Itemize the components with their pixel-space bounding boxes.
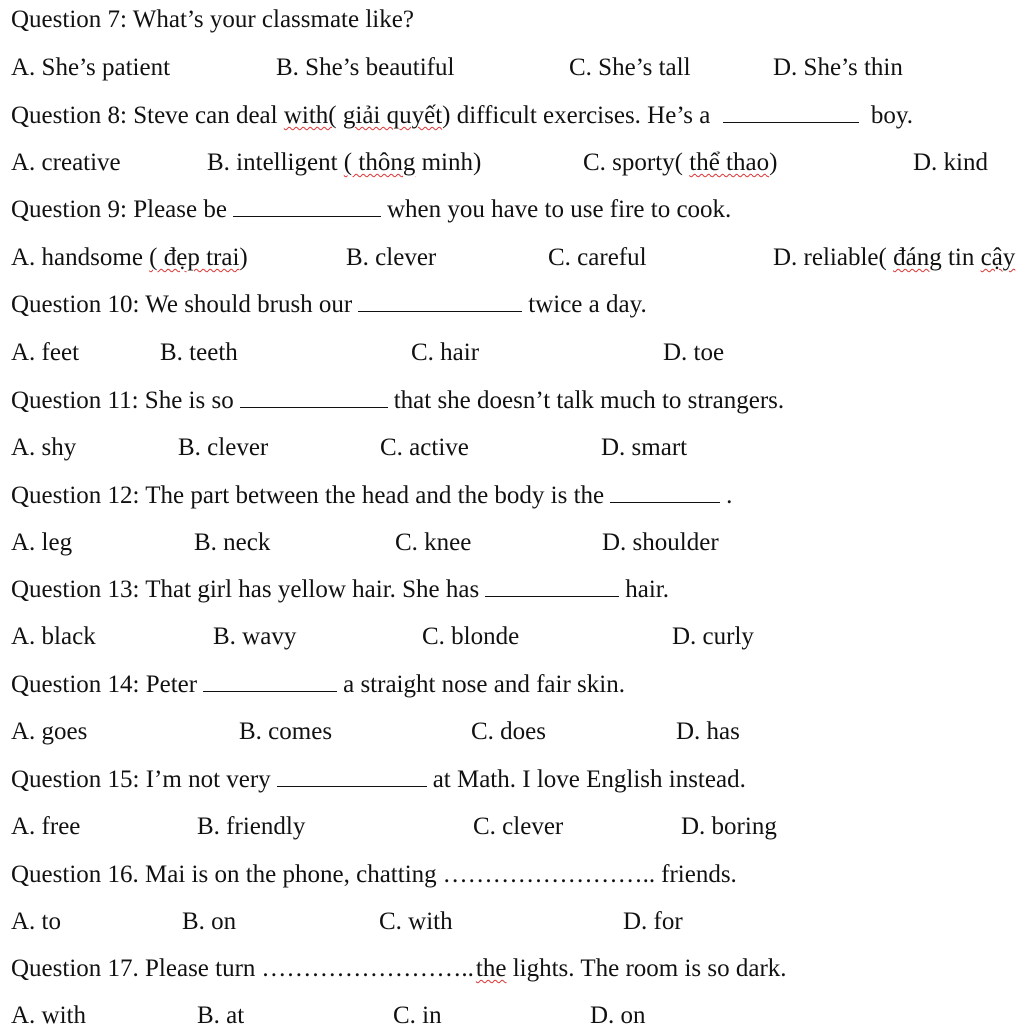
option-c: C. blonde bbox=[422, 623, 520, 650]
option-b: B. She’s beautiful bbox=[276, 54, 455, 81]
option-c: C. sporty( thể thao) bbox=[583, 149, 778, 176]
option-b: B. on bbox=[182, 908, 237, 935]
option-a: A. goes bbox=[11, 718, 88, 745]
question-text: Question 7: What’s your classmate like? bbox=[11, 6, 414, 33]
answer-blank bbox=[358, 311, 522, 312]
option-c: C. active bbox=[380, 434, 469, 461]
option-a: A. leg bbox=[11, 529, 73, 556]
question-13 bbox=[11, 570, 669, 610]
question-17 bbox=[11, 949, 787, 989]
question-8 bbox=[11, 96, 913, 136]
option-c: C. hair bbox=[411, 339, 480, 366]
option-c: C. with bbox=[379, 908, 453, 935]
question-9 bbox=[11, 190, 731, 230]
question-text-pre: Question 8: Steve can deal bbox=[11, 102, 284, 129]
question-text-post: when you have to use fire to cook. bbox=[386, 196, 732, 223]
option-a: A. free bbox=[11, 813, 81, 840]
question-text-post: ) difficult exercises. He’s a bbox=[442, 102, 711, 129]
answer-blank bbox=[240, 407, 388, 408]
question-16 bbox=[11, 855, 737, 895]
option-d: D. has bbox=[676, 718, 740, 745]
question-text-post: . bbox=[726, 482, 733, 509]
option-d: D. boring bbox=[681, 813, 777, 840]
option-a: A. shy bbox=[11, 434, 77, 461]
option-b: B. neck bbox=[194, 529, 271, 556]
question-text-post: twice a day. bbox=[528, 291, 647, 318]
option-b: B. clever bbox=[178, 434, 269, 461]
option-c: C. She’s tall bbox=[569, 54, 691, 81]
option-c: C. clever bbox=[473, 813, 564, 840]
spellcheck-word: giải quyết bbox=[342, 102, 443, 129]
answer-blank bbox=[277, 786, 427, 787]
option-a: A. to bbox=[11, 908, 61, 935]
option-a: A. black bbox=[11, 623, 96, 650]
option-b: B. wavy bbox=[213, 623, 297, 650]
question-text-pre: Question 17. Please turn bbox=[11, 955, 256, 982]
question-text-pre: Question 16. Mai is on the phone, chatting bbox=[11, 861, 437, 888]
option-d: D. kind bbox=[913, 149, 988, 176]
option-b: B. teeth bbox=[160, 339, 238, 366]
question-text-post: a straight nose and fair skin. bbox=[343, 671, 625, 698]
question-text-pre: Question 15: I’m not very bbox=[11, 766, 271, 793]
option-a: A. feet bbox=[11, 339, 80, 366]
option-a: A. She’s patient bbox=[11, 54, 171, 81]
question-15 bbox=[11, 760, 746, 800]
spellcheck-word: the bbox=[475, 955, 507, 982]
option-b: B. at bbox=[197, 1002, 245, 1029]
option-c: C. careful bbox=[548, 244, 647, 271]
answer-blank bbox=[610, 502, 720, 503]
answer-dots: …………………….. bbox=[442, 861, 656, 888]
question-text-pre: Question 12: The part between the head and the body is the bbox=[11, 482, 605, 509]
option-d: D. reliable( đáng tin cậy bbox=[773, 244, 1016, 271]
question-text-post: that she doesn’t talk much to strangers. bbox=[393, 387, 785, 414]
question-14 bbox=[11, 665, 625, 705]
option-c: C. knee bbox=[395, 529, 472, 556]
option-d: D. smart bbox=[601, 434, 688, 461]
question-12 bbox=[11, 476, 732, 516]
answer-dots: …………………….. bbox=[261, 955, 474, 982]
question-text-pre: Question 13: That girl has yellow hair. She has bbox=[11, 576, 480, 603]
option-a: A. with bbox=[11, 1002, 86, 1029]
answer-blank bbox=[203, 691, 337, 692]
question-text-pre: Question 14: Peter bbox=[11, 671, 198, 698]
option-d: D. for bbox=[623, 908, 683, 935]
question-text-post: at Math. I love English instead. bbox=[432, 766, 746, 793]
option-b: B. friendly bbox=[197, 813, 306, 840]
question-text-pre: Question 9: Please be bbox=[11, 196, 227, 223]
answer-blank bbox=[485, 596, 619, 597]
option-a: A. creative bbox=[11, 149, 121, 176]
option-d: D. on bbox=[590, 1002, 646, 1029]
question-10 bbox=[11, 285, 647, 325]
question-text-after: boy. bbox=[870, 102, 913, 129]
question-text-post: hair. bbox=[625, 576, 669, 603]
question-text-pre: Question 10: We should brush our bbox=[11, 291, 353, 318]
option-d: D. She’s thin bbox=[773, 54, 903, 81]
question-11 bbox=[11, 381, 784, 421]
option-c: C. in bbox=[393, 1002, 442, 1029]
option-d: D. toe bbox=[663, 339, 725, 366]
question-text-post: lights. The room is so dark. bbox=[506, 955, 787, 982]
option-b: B. intelligent ( thông minh) bbox=[207, 149, 482, 176]
question-text-pre: Question 11: She is so bbox=[11, 387, 234, 414]
option-b: B. clever bbox=[346, 244, 437, 271]
question-7 bbox=[11, 0, 414, 40]
answer-blank bbox=[723, 122, 859, 123]
option-d: D. curly bbox=[672, 623, 754, 650]
option-b: B. comes bbox=[239, 718, 333, 745]
spellcheck-word: with( bbox=[283, 102, 337, 129]
option-c: C. does bbox=[471, 718, 546, 745]
answer-blank bbox=[233, 216, 381, 217]
question-text-post: friends. bbox=[661, 861, 737, 888]
option-a: A. handsome ( đẹp trai) bbox=[11, 244, 248, 271]
option-d: D. shoulder bbox=[602, 529, 719, 556]
